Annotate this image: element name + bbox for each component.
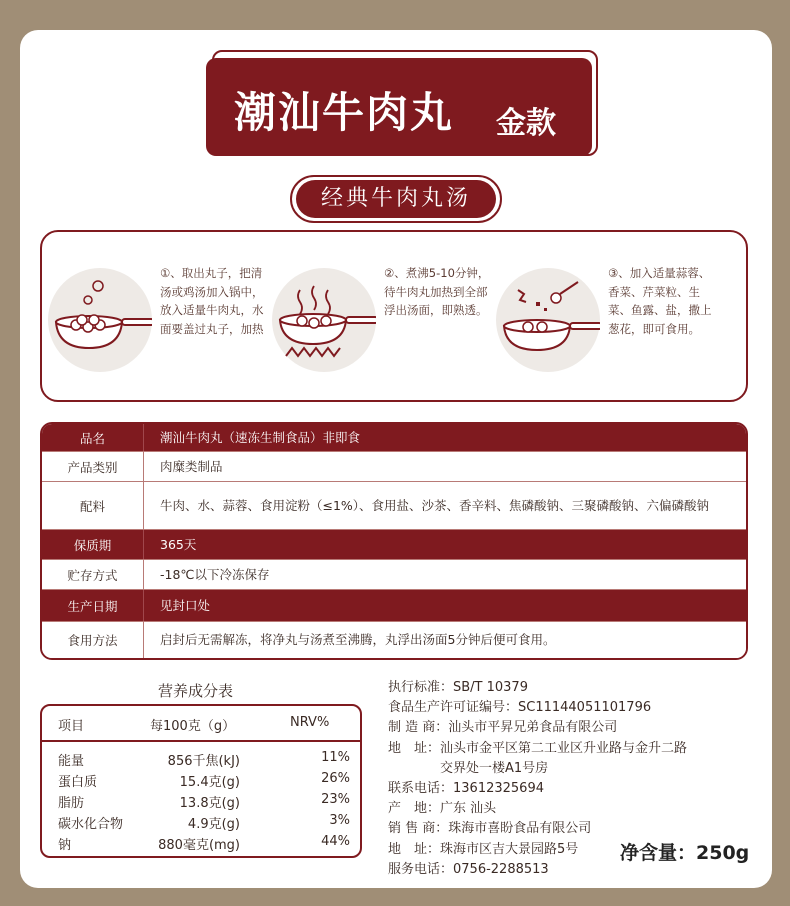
fact-service-phone: 服务电话：0756-2288513 bbox=[388, 861, 549, 877]
info-label: 产品类别 bbox=[42, 452, 144, 481]
info-row-ingredients bbox=[42, 482, 746, 530]
product-info-table bbox=[40, 422, 748, 660]
nutrition-row bbox=[42, 771, 360, 792]
fact-origin: 产 地：广东 汕头 bbox=[388, 801, 497, 817]
nutrient-name: 碳水化合物 bbox=[58, 817, 124, 832]
info-label: 生产日期 bbox=[42, 590, 144, 621]
info-label: 保质期 bbox=[42, 530, 144, 559]
recipe-subtitle: 经典牛肉丸汤 bbox=[296, 180, 496, 218]
title-banner bbox=[206, 58, 592, 156]
fact-seller-address: 地 址：珠海市区吉大景园路5号 bbox=[388, 841, 579, 857]
nutrient-nrv: 44% bbox=[321, 834, 350, 849]
nutrient-nrv: 3% bbox=[329, 813, 350, 828]
info-value: 潮汕牛肉丸（速冻生制食品）非即食 bbox=[160, 429, 361, 445]
nutrition-header bbox=[42, 706, 360, 742]
nutrient-name: 蛋白质 bbox=[58, 775, 98, 790]
cooking-steps bbox=[40, 230, 748, 402]
nutrition-row bbox=[42, 792, 360, 813]
nutrient-amount: 13.8克(g) bbox=[179, 796, 240, 811]
info-label: 食用方法 bbox=[42, 622, 144, 658]
info-label: 配料 bbox=[42, 482, 144, 529]
product-label-card bbox=[20, 30, 772, 888]
fact-address-cont: 交界处一楼A1号房 bbox=[388, 760, 549, 776]
info-row-name bbox=[42, 424, 746, 452]
nutrient-amount: 856千焦(kJ) bbox=[167, 754, 240, 769]
nutrition-row bbox=[42, 834, 360, 855]
seasoning-pot-icon bbox=[496, 268, 600, 372]
pot-with-meatballs-icon bbox=[48, 268, 152, 372]
nutrition-title: 营养成分表 bbox=[158, 682, 234, 700]
nutrition-header-nrv: NRV% bbox=[290, 715, 330, 730]
step-2-text: ②、煮沸5-10分钟，待牛肉丸加热到全部浮出汤面，即熟透。 bbox=[384, 266, 490, 317]
nutrient-nrv: 26% bbox=[321, 771, 350, 786]
info-row-storage bbox=[42, 560, 746, 590]
step-3 bbox=[490, 260, 720, 380]
nutrition-header-item: 项目 bbox=[58, 719, 85, 734]
info-row-usage bbox=[42, 622, 746, 658]
info-label: 贮存方式 bbox=[42, 560, 144, 589]
info-row-production-date bbox=[42, 590, 746, 622]
info-row-shelf-life bbox=[42, 530, 746, 560]
info-value: 牛肉、水、蒜蓉、食用淀粉（≤1%）、食用盐、沙茶、香辛料、焦磷酸钠、三聚磷酸钠、六偏磷酸钠 bbox=[160, 497, 710, 513]
step-3-text: ③、加入适量蒜蓉、香菜、芹菜粒、生菜、鱼露、盐，撒上葱花，即可食用。 bbox=[608, 266, 712, 336]
nutrient-name: 脂肪 bbox=[58, 796, 85, 811]
nutrient-amount: 4.9克(g) bbox=[187, 817, 240, 832]
nutrition-table bbox=[40, 704, 362, 858]
net-content: 净含量：250g bbox=[620, 842, 750, 864]
fact-phone: 联系电话：13612325694 bbox=[388, 781, 544, 797]
nutrient-amount: 880毫克(mg) bbox=[158, 838, 240, 853]
product-title: 潮汕牛肉丸 bbox=[234, 88, 455, 137]
step-2 bbox=[266, 260, 496, 380]
nutrient-name: 钠 bbox=[58, 838, 72, 853]
nutrition-header-per100g: 每100克（g） bbox=[150, 719, 236, 734]
nutrition-row bbox=[42, 750, 360, 771]
info-label: 品名 bbox=[42, 424, 144, 451]
info-value: -18℃以下冷冻保存 bbox=[160, 566, 270, 582]
fact-standard: 执行标准：SB/T 10379 bbox=[388, 680, 528, 695]
info-value: 肉糜类制品 bbox=[160, 458, 223, 474]
nutrient-amount: 15.4克(g) bbox=[179, 775, 240, 790]
fact-address: 地 址：汕头市金平区第二工业区升业路与金升二路 bbox=[388, 740, 688, 756]
info-row-category bbox=[42, 452, 746, 482]
step-1 bbox=[42, 260, 272, 380]
boiling-pot-icon bbox=[272, 268, 376, 372]
fact-seller: 销 售 商：珠海市喜盼食品有限公司 bbox=[388, 821, 592, 837]
info-value: 启封后无需解冻，将净丸与汤煮至沸腾，丸浮出汤面5分钟后便可食用。 bbox=[160, 632, 556, 647]
nutrient-nrv: 23% bbox=[321, 792, 350, 807]
info-value: 365天 bbox=[160, 536, 197, 552]
product-edition: 金款 bbox=[496, 106, 556, 141]
fact-license: 食品生产许可证编号：SC11144051101796 bbox=[388, 700, 652, 716]
nutrient-nrv: 11% bbox=[321, 750, 350, 765]
nutrition-row bbox=[42, 813, 360, 834]
step-1-text: ①、取出丸子，把清汤或鸡汤加入锅中，放入适量牛肉丸，水面要盖过丸子，加热 bbox=[160, 266, 264, 336]
nutrient-name: 能量 bbox=[58, 754, 85, 769]
info-value: 见封口处 bbox=[160, 597, 211, 613]
fact-manufacturer: 制 造 商：汕头市平昇兄弟食品有限公司 bbox=[388, 720, 618, 736]
